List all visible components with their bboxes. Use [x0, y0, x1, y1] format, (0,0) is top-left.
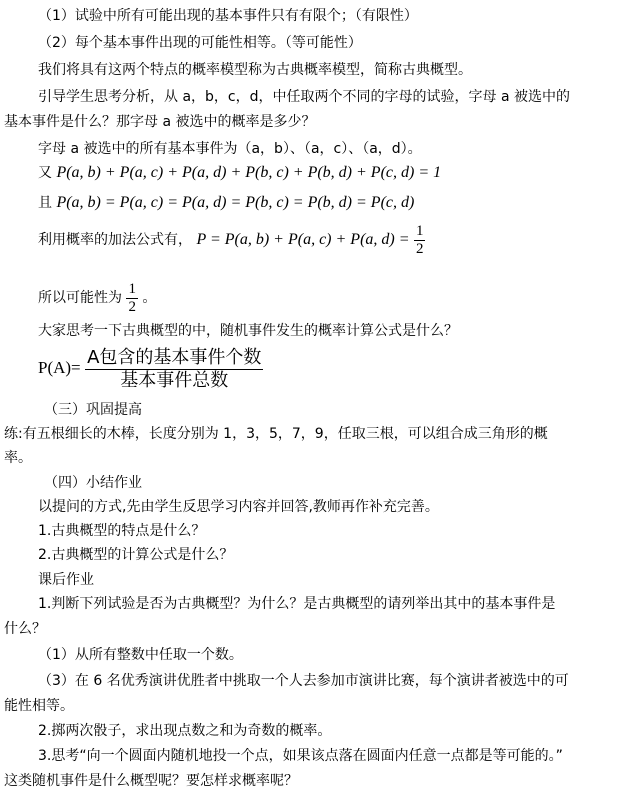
section-heading: （三）巩固提高: [44, 402, 142, 418]
text-line: （1）从所有整数中任取一个数。: [38, 647, 243, 663]
text-line: （3）在 6 名优秀演讲优胜者中挑取一个人去参加市演讲比赛，每个演讲者被选中的可: [38, 673, 569, 689]
addition-formula: P = P(a, b) + P(a, c) + P(a, d) =: [196, 231, 410, 248]
equation-suffix: 。: [142, 290, 157, 306]
text-line: （1）试验中所有可能出现的基本事件只有有限个；（有限性）: [38, 8, 418, 24]
formula-numerator: A包含的基本事件个数: [87, 346, 262, 368]
text-line: 以提问的方式,先由学生反思学习内容并回答,教师再作补充完善。: [38, 499, 439, 515]
equation-prefix: 利用概率的加法公式有，: [38, 232, 192, 248]
fraction-numerator: 1: [415, 222, 424, 239]
formula-line: [38, 344, 263, 393]
formula-lhs: P(A)=: [38, 358, 81, 377]
equation-line: [38, 280, 156, 316]
equal-probability-equation: P(a, b) = P(a, c) = P(a, d) = P(b, c) = P(b, d) = P(c, d): [56, 194, 415, 211]
fraction: [126, 281, 138, 316]
text-line: 3.思考“向一个圆面内随机地投一个点，如果该点落在圆面内任意一点都是等可能的。”: [38, 748, 563, 764]
fraction-denominator: 2: [415, 240, 424, 257]
text-line: 什么？: [4, 621, 46, 637]
text-line: （2）每个基本事件出现的可能性相等。（等可能性）: [38, 35, 362, 51]
text-line: 大家思考一下古典概型的中，随机事件发生的概率计算公式是什么？: [38, 323, 458, 339]
text-line: 课后作业: [38, 572, 94, 588]
text-line: 2.古典概型的计算公式是什么？: [38, 547, 234, 563]
classical-probability-fraction: [85, 347, 263, 392]
fraction-numerator: 1: [128, 280, 136, 297]
text-line: 能性相等。: [4, 698, 74, 714]
text-line: 我们将具有这两个特点的概率模型称为古典概率模型，简称古典概型。: [38, 62, 472, 78]
equation-prefix: 且: [38, 195, 52, 211]
fraction: [414, 223, 426, 258]
section-heading: （四）小结作业: [44, 475, 142, 491]
equation-line: [38, 163, 441, 183]
probability-sum-equation: P(a, b) + P(a, c) + P(a, d) + P(b, c) + P(b, d) + P(c, d) = 1: [56, 164, 442, 181]
equation-line: [38, 222, 425, 258]
text-line: 率。: [4, 450, 32, 466]
fraction-denominator: 2: [128, 298, 136, 315]
formula-denominator: 基本事件总数: [85, 369, 263, 392]
equation-prefix: 又: [38, 165, 52, 181]
text-line: 1.古典概型的特点是什么？: [38, 523, 206, 539]
text-line: 字母 a 被选中的所有基本事件为（a，b）、（a，c）、（a，d）。: [38, 141, 422, 157]
equation-prefix: 所以可能性为: [38, 290, 122, 306]
text-line: 2.掷两次骰子，求出现点数之和为奇数的概率。: [38, 723, 332, 739]
equation-line: [38, 193, 414, 213]
text-line: 引导学生思考分析，从 a，b，c，d，中任取两个不同的字母的试验，字母 a 被选中的: [38, 89, 570, 105]
text-line: 1.判断下列试验是否为古典概型？为什么？是古典概型的请列举出其中的基本事件是: [38, 596, 556, 612]
text-line: 基本事件是什么？那字母 a 被选中的概率是多少？: [4, 114, 316, 130]
text-line: 练:有五根细长的木棒，长度分别为 1，3，5，7，9，任取三根，可以组合成三角形的概: [4, 426, 548, 442]
text-line: 这类随机事件是什么概型呢？要怎样求概率呢？: [4, 773, 298, 789]
